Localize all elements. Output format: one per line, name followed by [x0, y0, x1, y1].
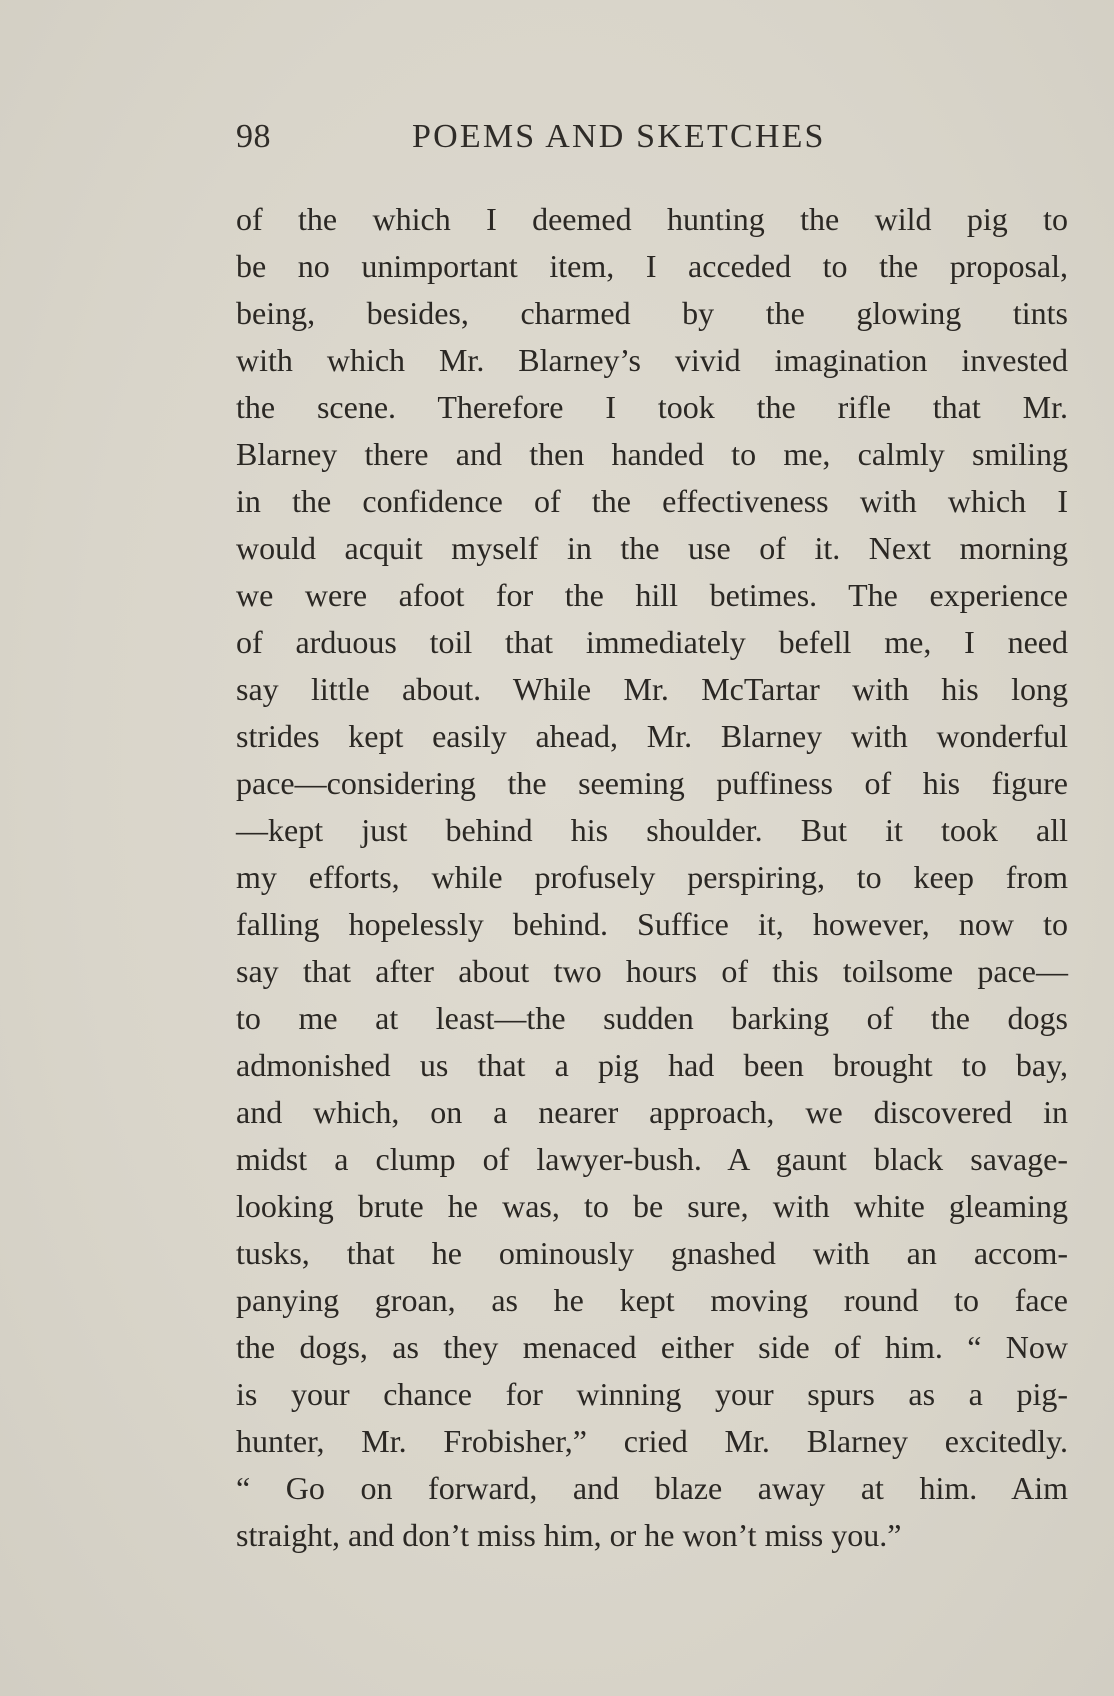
- page-number: 98: [236, 118, 271, 155]
- text-line: with which Mr. Blarney’s vivid imagination invested: [236, 342, 1068, 378]
- text-line: of the which I deemed hunting the wild pig to: [236, 201, 1068, 237]
- text-line: panying groan, as he kept moving round to face: [236, 1282, 1068, 1318]
- text-line: midst a clump of lawyer-bush. A gaunt black savage-: [236, 1141, 1068, 1177]
- running-head: [236, 114, 896, 166]
- text-line: admonished us that a pig had been brought to bay,: [236, 1047, 1068, 1083]
- text-line: say little about. While Mr. McTartar with his long: [236, 671, 1068, 707]
- text-line: looking brute he was, to be sure, with white gleaming: [236, 1188, 1068, 1224]
- text-line: the scene. Therefore I took the rifle that Mr.: [236, 389, 1068, 425]
- text-line: pace—considering the seeming puffiness of his figure: [236, 765, 1068, 801]
- text-line: my efforts, while profusely perspiring, to keep from: [236, 859, 1068, 895]
- text-line: being, besides, charmed by the glowing tints: [236, 295, 1068, 331]
- text-line: the dogs, as they menaced either side of him. “ Now: [236, 1329, 1068, 1365]
- text-line: be no unimportant item, I acceded to the proposal,: [236, 248, 1068, 284]
- text-line: Blarney there and then handed to me, calmly smiling: [236, 436, 1068, 472]
- text-line: hunter, Mr. Frobisher,” cried Mr. Blarney excitedly.: [236, 1423, 1068, 1459]
- text-line: “ Go on forward, and blaze away at him. Aim: [236, 1470, 1068, 1506]
- body-text: [236, 196, 1068, 1559]
- text-line: say that after about two hours of this toilsome pace—: [236, 953, 1068, 989]
- text-line: falling hopelessly behind. Suffice it, however, now to: [236, 906, 1068, 942]
- text-line: to me at least—the sudden barking of the dogs: [236, 1000, 1068, 1036]
- text-line: straight, and don’t miss him, or he won’t miss you.”: [236, 1517, 902, 1553]
- text-line: is your chance for winning your spurs as a pig-: [236, 1376, 1068, 1412]
- text-line: we were afoot for the hill betimes. The experience: [236, 577, 1068, 613]
- book-title: POEMS AND SKETCHES: [412, 118, 826, 155]
- text-line: would acquit myself in the use of it. Next morning: [236, 530, 1068, 566]
- text-line: in the confidence of the effectiveness with which I: [236, 483, 1068, 519]
- text-line: —kept just behind his shoulder. But it took all: [236, 812, 1068, 848]
- text-line: of arduous toil that immediately befell me, I need: [236, 624, 1068, 660]
- text-line: tusks, that he ominously gnashed with an accom-: [236, 1235, 1068, 1271]
- text-line: strides kept easily ahead, Mr. Blarney with wonderful: [236, 718, 1068, 754]
- text-line: and which, on a nearer approach, we discovered in: [236, 1094, 1068, 1130]
